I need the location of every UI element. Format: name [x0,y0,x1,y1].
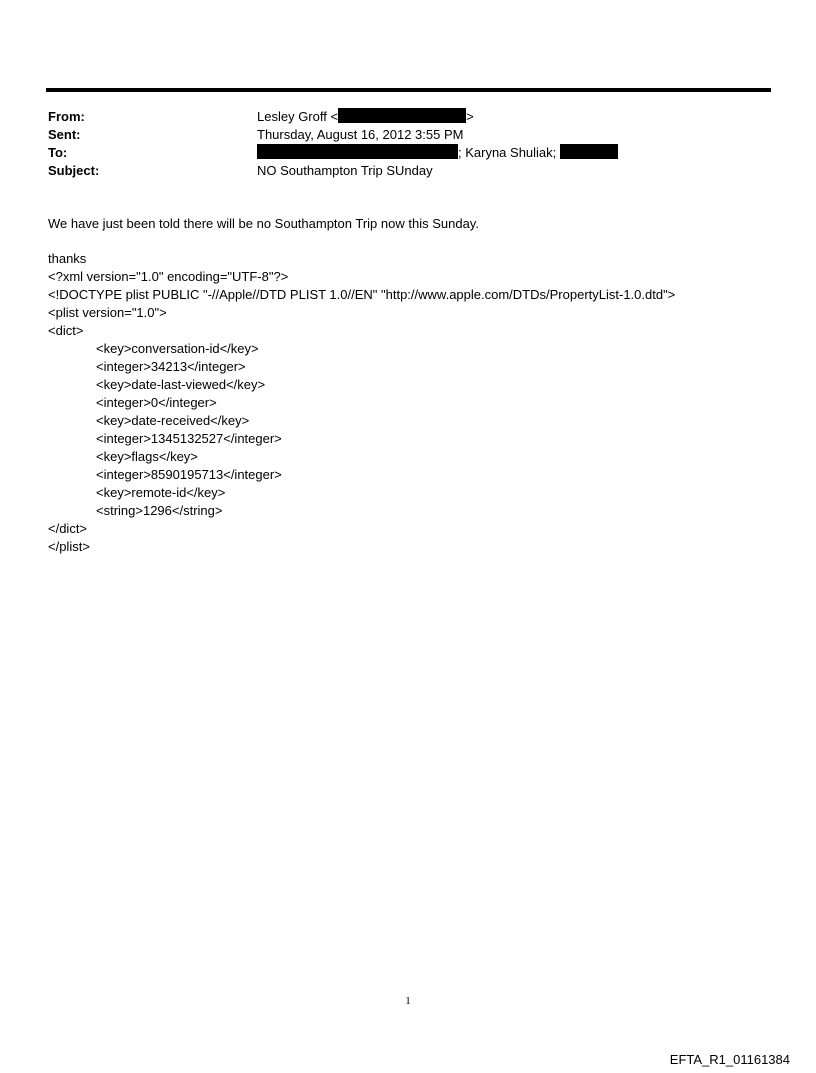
plist-close: </plist> [48,539,90,554]
redaction-box [257,144,458,159]
to-label: To: [48,145,68,160]
redaction-box [338,108,466,123]
dict-entry: <key>remote-id</key> [96,485,226,500]
email-body [48,215,788,556]
dict-entry: <key>date-received</key> [96,413,250,428]
sent-row [48,126,768,144]
to-recipients: ; Karyna Shuliak; [458,145,557,160]
from-name: Lesley Groff < [257,109,339,124]
from-label: From: [48,109,85,124]
xml-declaration: <?xml version="1.0" encoding="UTF-8"?> [48,269,289,284]
email-header [48,108,768,180]
plist-open: <plist version="1.0"> [48,305,167,320]
dict-entry: <string>1296</string> [96,503,223,518]
sent-value: Thursday, August 16, 2012 3:55 PM [257,127,464,142]
redaction-box [560,144,618,159]
page-number: 1 [405,995,411,1007]
to-value [257,144,618,162]
dict-entry: <key>conversation-id</key> [96,341,259,356]
doctype-line: <!DOCTYPE plist PUBLIC "-//Apple//DTD PLIST 1.0//EN" "http://www.apple.com/DTDs/PropertyList-1.0.dtd"> [48,287,676,302]
to-row [48,144,768,162]
from-close: > [466,109,474,124]
dict-open: <dict> [48,323,84,338]
dict-entry: <key>flags</key> [96,449,198,464]
dict-entry: <integer>1345132527</integer> [96,431,282,446]
document-id: EFTA_R1_01161384 [669,1052,790,1067]
dict-entry: <integer>8590195713</integer> [96,467,282,482]
from-row [48,108,768,126]
dict-entry: <key>date-last-viewed</key> [96,377,266,392]
dict-entry: <integer>0</integer> [96,395,217,410]
dict-close: </dict> [48,521,88,536]
subject-value: NO Southampton Trip SUnday [257,163,433,178]
subject-row [48,162,768,180]
sent-label: Sent: [48,127,81,142]
header-rule [46,88,771,92]
dict-entry: <integer>34213</integer> [96,359,246,374]
from-value [257,108,474,126]
signoff-text: thanks [48,251,87,266]
message-text: We have just been told there will be no Southampton Trip now this Sunday. [48,216,479,231]
subject-label: Subject: [48,163,100,178]
